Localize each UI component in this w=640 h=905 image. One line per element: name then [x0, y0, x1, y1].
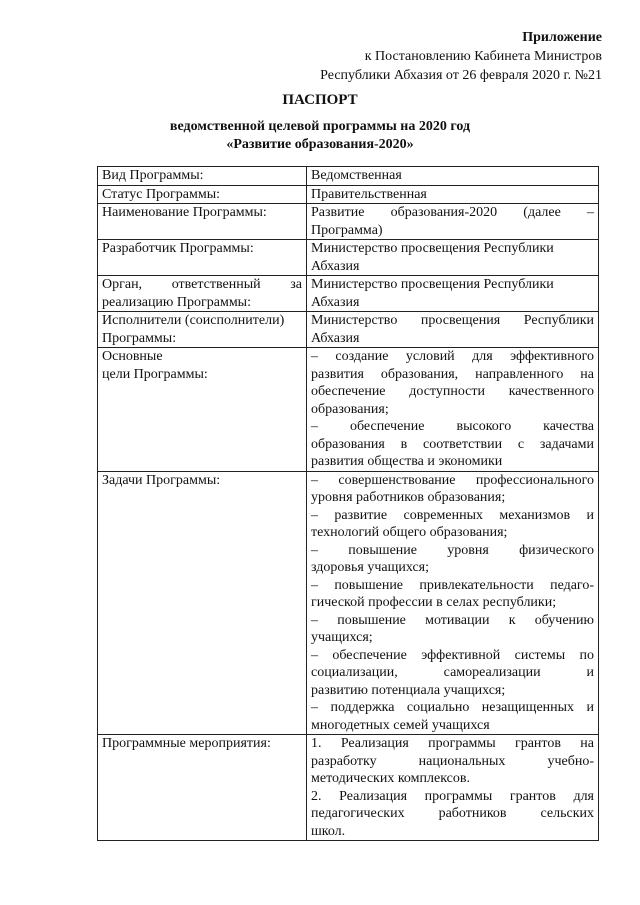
status-label: Статус Программы:	[98, 185, 307, 204]
document-subtitle	[0, 118, 640, 154]
goals-line: образования в соответствии с задачами	[311, 436, 594, 452]
type-label: Вид Программы:	[98, 167, 307, 186]
responsible-label	[98, 276, 307, 312]
name-label: Наименование Программы:	[98, 204, 307, 240]
tasks-line: учащихся;	[311, 630, 373, 645]
table-row-executors	[98, 312, 599, 348]
responsible-value-line: Министерство просвещения Республики	[311, 277, 554, 292]
events-line: разработку национальных учебно-	[311, 753, 594, 769]
executors-label-line: Программы:	[102, 330, 177, 346]
appendix-header	[320, 28, 602, 85]
tasks-line: – обеспечение эффективной системы по	[311, 647, 594, 663]
events-line: методических комплексов.	[311, 771, 470, 786]
executors-value-line: Министерство просвещения Республики	[311, 313, 594, 328]
table-row-developer	[98, 240, 599, 276]
goals-label-line: цели Программы:	[102, 366, 208, 382]
executors-value	[307, 312, 599, 348]
subtitle-line-1: ведомственной целевой программы на 2020 год	[169, 119, 471, 134]
appendix-line-2: Республики Абхазия от 26 февраля 2020 г. №21	[320, 68, 602, 83]
tasks-label: Задачи Программы:	[98, 471, 307, 735]
goals-line: – обеспечение высокого качества	[311, 419, 594, 434]
goals-line: развития образования, направленного на	[311, 366, 594, 382]
responsible-label-line: реализацию Программы:	[102, 294, 251, 310]
goals-line: развития общества и экономики	[311, 454, 503, 469]
responsible-value-line: Абхазия	[311, 294, 360, 310]
appendix-label: Приложение	[522, 30, 602, 45]
tasks-line: гической профессии в селах республики;	[311, 595, 557, 610]
responsible-value	[307, 276, 599, 312]
tasks-line: – поддержка социально незащищенных и	[311, 700, 594, 715]
tasks-line: технологий общего образования;	[311, 525, 508, 540]
executors-label-line: Исполнители (соисполнители)	[102, 313, 285, 328]
goals-line: обеспечение доступности качественного	[311, 384, 594, 399]
tasks-value	[307, 471, 599, 735]
tasks-line: – развитие современных механизмов и	[311, 507, 594, 523]
developer-value	[307, 240, 599, 276]
table-row-responsible	[98, 276, 599, 312]
passport-table	[97, 166, 599, 841]
tasks-line: – повышение привлекательности педаго-	[311, 577, 594, 593]
tasks-line: развитию потенциала учащихся;	[311, 682, 506, 698]
goals-label	[98, 348, 307, 472]
events-line: 2. Реализация программы грантов для	[311, 788, 594, 804]
name-value-line: Программа)	[311, 222, 383, 238]
tasks-line: многодетных семей учащихся	[311, 717, 490, 733]
responsible-label-line: Орган, ответственный за	[102, 277, 302, 292]
tasks-line: – повышение мотивации к обучению	[311, 612, 594, 628]
tasks-line: уровня работников образования;	[311, 490, 506, 505]
subtitle-line-2: «Развитие образования-2020»	[226, 137, 414, 152]
goals-value	[307, 348, 599, 472]
executors-value-line: Абхазия	[311, 330, 360, 346]
status-value: Правительственная	[307, 185, 599, 204]
goals-line: образования;	[311, 401, 389, 417]
tasks-line: здоровья учащихся;	[311, 560, 430, 575]
developer-value-line: Абхазия	[311, 258, 360, 274]
tasks-line: – повышение уровня физического	[311, 542, 594, 558]
tasks-line: – совершенствование профессионального	[311, 472, 594, 488]
type-value: Ведомственная	[307, 167, 599, 186]
table-row-tasks	[98, 471, 599, 735]
events-line: педагогических работников сельских	[311, 806, 594, 821]
goals-line: – создание условий для эффективного	[311, 349, 594, 364]
events-line: школ.	[311, 823, 346, 839]
name-value-line: Развитие образования-2020 (далее –	[311, 205, 594, 220]
table-row-name	[98, 204, 599, 240]
document-title: ПАСПОРТ	[282, 92, 358, 108]
table-row-goals	[98, 348, 599, 472]
executors-label	[98, 312, 307, 348]
developer-value-line: Министерство просвещения Республики	[311, 241, 554, 256]
events-value	[307, 735, 599, 841]
table-row-type	[98, 167, 599, 186]
name-value	[307, 204, 599, 240]
events-label: Программные мероприятия:	[98, 735, 307, 841]
events-line: 1. Реализация программы грантов на	[311, 736, 594, 751]
goals-label-line: Основные	[102, 349, 163, 364]
table-row-status	[98, 185, 599, 204]
developer-label: Разработчик Программы:	[98, 240, 307, 276]
table-row-events	[98, 735, 599, 841]
appendix-line-1: к Постановлению Кабинета Министров	[364, 49, 602, 64]
tasks-line: социализации, самореализации и	[311, 665, 594, 680]
